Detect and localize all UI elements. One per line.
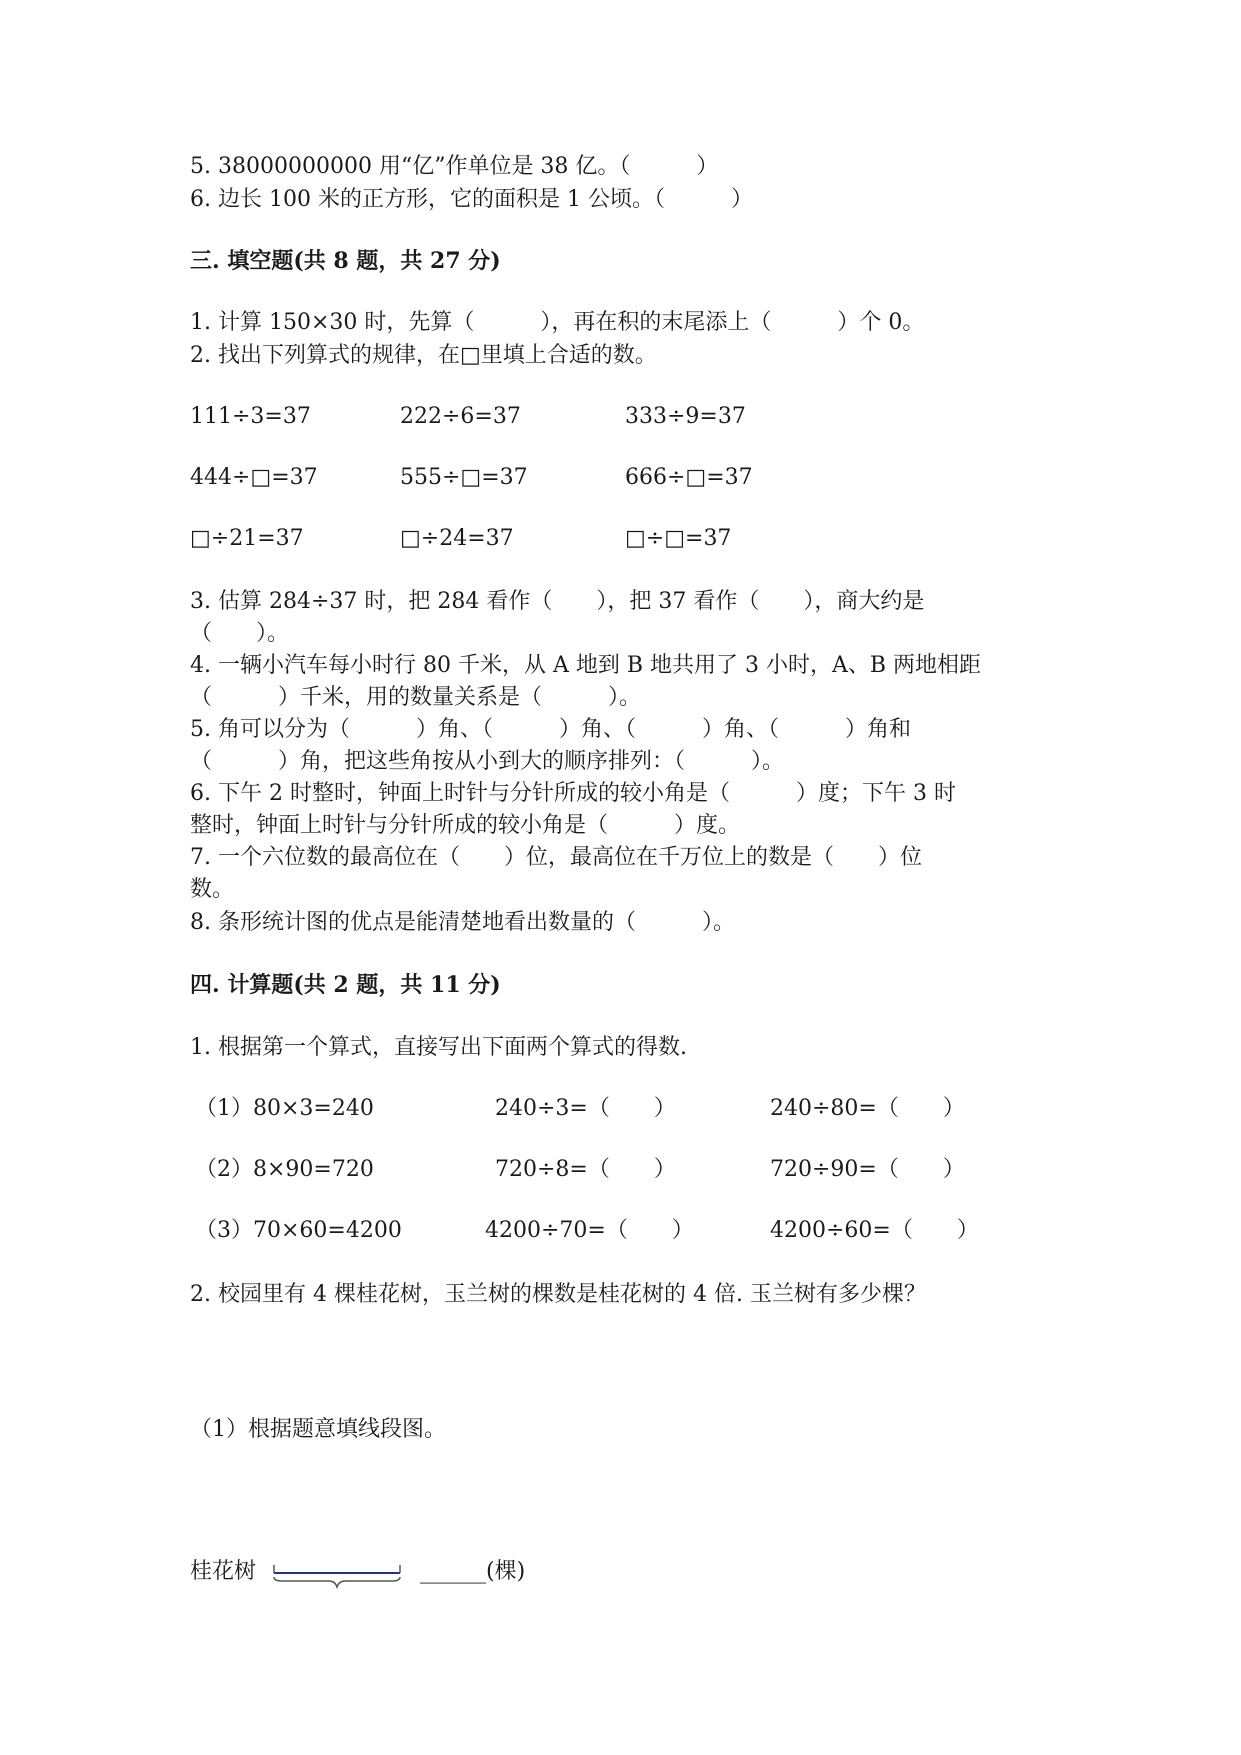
s3-question-8: 8. 条形统计图的优点是能清楚地看出数量的（ ）。 [190,910,735,935]
segment-answer-blank[interactable]: ______(棵) [420,1559,526,1584]
equation: （1）80×3=240 [195,1096,374,1121]
s3-question-4-line2: （ ）千米，用的数量关系是（ ）。 [190,685,642,710]
section-4-heading: 四. 计算题(共 2 题，共 11 分) [190,972,501,998]
s3-question-2: 2. 找出下列算式的规律，在□里填上合适的数。 [190,343,657,368]
equation: 444÷□=37 [190,465,318,490]
s3-question-1: 1. 计算 150×30 时，先算（ ），再在积的末尾添上（ ）个 0。 [190,310,925,335]
equation: 240÷80=（ ） [770,1096,965,1121]
s4-question-2-sub1: （1）根据题意填线段图。 [190,1417,446,1442]
equation: 720÷8=（ ） [495,1157,676,1182]
equation: 720÷90=（ ） [770,1157,965,1182]
segment-label-osmanthus: 桂花树 [190,1559,257,1584]
s4-question-2: 2. 校园里有 4 棵桂花树，玉兰树的棵数是桂花树的 4 倍. 玉兰树有多少棵？ [190,1282,926,1307]
equation: □÷21=37 [190,526,304,551]
equation: 666÷□=37 [625,465,753,490]
equation: 4200÷70=（ ） [485,1218,694,1243]
equation: □÷□=37 [625,526,732,551]
s3-question-7-line1: 7. 一个六位数的最高位在（ ）位，最高位在千万位上的数是（ ）位 [190,845,922,870]
s3-question-6-line1: 6. 下午 2 时整时，钟面上时针与分针所成的较小角是（ ）度；下午 3 时 [190,781,956,806]
equation: 222÷6=37 [400,404,521,429]
part2-question-6: 6. 边长 100 米的正方形，它的面积是 1 公顷。（ ） [190,187,753,212]
s3-question-6-line2: 整时，钟面上时针与分针所成的较小角是（ ）度。 [190,813,741,838]
equation: （2）8×90=720 [195,1157,374,1182]
equation: 333÷9=37 [625,404,746,429]
s4-question-1: 1. 根据第一个算式，直接写出下面两个算式的得数. [190,1035,687,1060]
equation: 111÷3=37 [190,404,311,429]
section-3-heading: 三. 填空题(共 8 题，共 27 分) [190,248,501,274]
equation: 555÷□=37 [400,465,528,490]
equation: （3）70×60=4200 [195,1218,402,1243]
s3-question-5-line2: （ ）角，把这些角按从小到大的顺序排列：（ ）。 [190,749,785,774]
equation: 4200÷60=（ ） [770,1218,979,1243]
s3-question-4-line1: 4. 一辆小汽车每小时行 80 千米，从 A 地到 B 地共用了 3 小时，A、B 两地相距 [190,653,982,678]
s3-question-3-line2: （ ）。 [190,621,290,646]
brace-under-segment [274,1577,400,1587]
equation: □÷24=37 [400,526,514,551]
line-segment-diagram [272,1555,412,1591]
part2-question-5: 5. 38000000000 用“亿”作单位是 38 亿。（ ） [190,154,719,179]
s3-question-3-line1: 3. 估算 284÷37 时，把 284 看作（ ），把 37 看作（ ），商大约是 [190,589,925,614]
s3-question-5-line1: 5. 角可以分为（ ）角、（ ）角、（ ）角、（ ）角和 [190,717,911,742]
equation: 240÷3=（ ） [495,1096,676,1121]
s3-question-7-line2: 数。 [190,877,235,902]
